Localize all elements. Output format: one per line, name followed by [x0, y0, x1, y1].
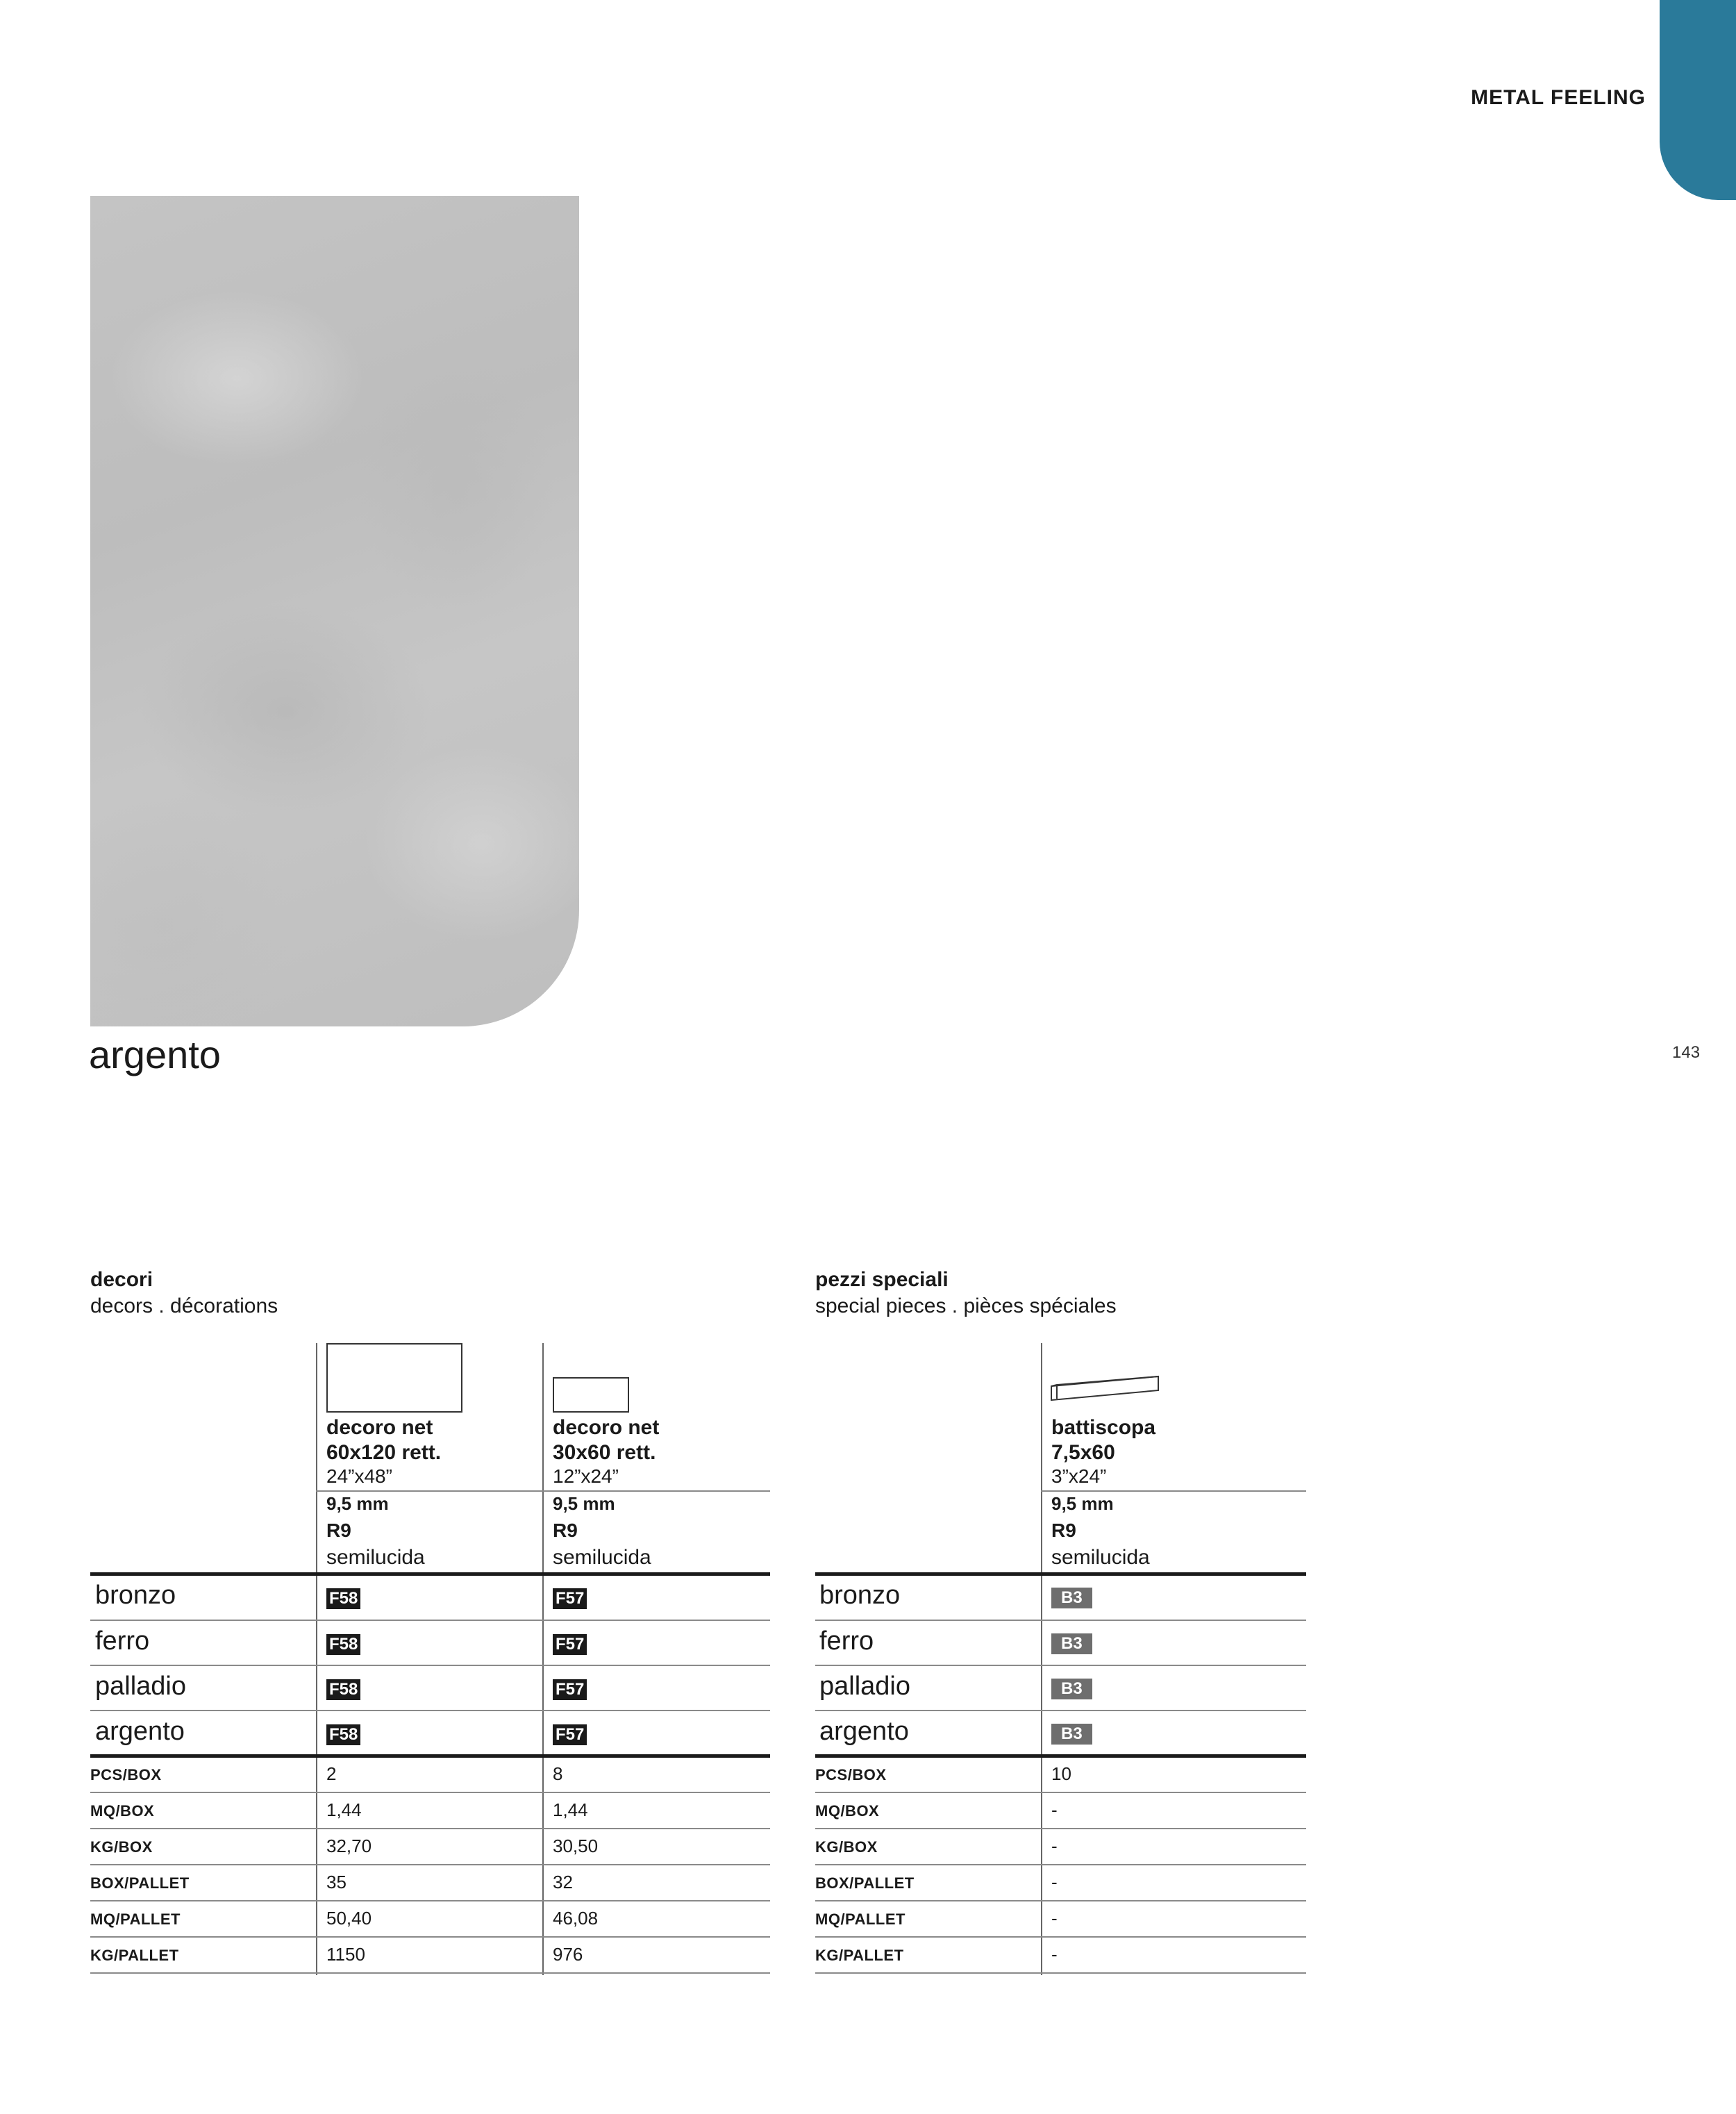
packing-value: -: [1051, 1944, 1058, 1965]
product-code-badge: B3: [1051, 1588, 1092, 1608]
tile-name: argento: [89, 1033, 221, 1076]
product-slip-rating: R9: [1051, 1520, 1076, 1541]
packing-label: MQ/BOX: [815, 1802, 880, 1820]
product-code-badge: F57: [553, 1588, 587, 1609]
packing-value: 10: [1051, 1763, 1071, 1784]
product-inch-size: 24”x48”: [326, 1465, 392, 1487]
color-row-label: bronzo: [95, 1581, 176, 1610]
packing-label: PCS/BOX: [815, 1766, 887, 1783]
packing-value: -: [1051, 1799, 1058, 1820]
packing-label: KG/BOX: [90, 1838, 153, 1856]
color-row-label: ferro: [95, 1626, 150, 1656]
product-slip-rating: R9: [553, 1520, 578, 1541]
packing-value: 32,70: [326, 1836, 372, 1856]
product-finish: semilucida: [1051, 1546, 1150, 1569]
color-row-label: bronzo: [819, 1581, 901, 1610]
packing-label: PCS/BOX: [90, 1766, 162, 1783]
product-code-badge: F58: [326, 1724, 360, 1745]
packing-value: 8: [553, 1763, 563, 1784]
product-size: 30x60 rett.: [553, 1441, 656, 1464]
product-code-badge: B3: [1051, 1679, 1092, 1699]
packing-label: MQ/PALLET: [815, 1911, 905, 1928]
product-thickness: 9,5 mm: [326, 1493, 389, 1514]
packing-value: 32: [553, 1872, 573, 1892]
product-code-badge: F58: [326, 1588, 360, 1609]
packing-value: -: [1051, 1908, 1058, 1929]
packing-value: 1,44: [553, 1799, 588, 1820]
product-code-badge: F58: [326, 1679, 360, 1700]
packing-label: KG/PALLET: [815, 1947, 904, 1964]
product-thickness: 9,5 mm: [553, 1493, 615, 1514]
product-slip-rating: R9: [326, 1520, 351, 1541]
product-code-badge: B3: [1051, 1633, 1092, 1654]
product-thickness: 9,5 mm: [1051, 1493, 1114, 1514]
product-name: decoro net: [553, 1416, 660, 1439]
product-name: battiscopa: [1051, 1416, 1156, 1439]
page-number: 143: [1672, 1043, 1701, 1062]
section-tab: [1660, 0, 1736, 200]
section-title: METAL FEELING: [1471, 86, 1646, 109]
packing-value: 976: [553, 1944, 583, 1965]
tile-30x60-shape-icon: [553, 1377, 629, 1413]
product-name: decoro net: [326, 1416, 433, 1439]
product-inch-size: 3”x24”: [1051, 1465, 1107, 1487]
packing-label: BOX/PALLET: [815, 1874, 915, 1892]
product-code-badge: F57: [553, 1679, 587, 1700]
skirting-shape-icon: [1050, 1372, 1161, 1414]
product-code-badge: F58: [326, 1634, 360, 1655]
packing-value: -: [1051, 1872, 1058, 1892]
tile-60x120-shape-icon: [326, 1343, 462, 1413]
color-row-label: palladio: [819, 1672, 910, 1701]
color-row-label: ferro: [819, 1626, 874, 1656]
packing-label: MQ/PALLET: [90, 1911, 181, 1928]
product-code-badge: B3: [1051, 1724, 1092, 1745]
product-finish: semilucida: [553, 1546, 651, 1569]
packing-value: 46,08: [553, 1908, 599, 1929]
decori-subtitle: decors . décorations: [90, 1295, 278, 1317]
tile-sample-image: [90, 196, 579, 1026]
speciali-subtitle: special pieces . pièces spéciales: [815, 1295, 1117, 1317]
packing-label: MQ/BOX: [90, 1802, 155, 1820]
packing-label: KG/PALLET: [90, 1947, 179, 1964]
product-size: 7,5x60: [1051, 1441, 1115, 1464]
color-row-label: argento: [95, 1717, 185, 1746]
decori-title: decori: [90, 1268, 153, 1291]
product-code-badge: F57: [553, 1724, 587, 1745]
packing-value: 30,50: [553, 1836, 599, 1856]
packing-value: 50,40: [326, 1908, 372, 1929]
product-inch-size: 12”x24”: [553, 1465, 619, 1487]
packing-value: -: [1051, 1836, 1058, 1856]
packing-value: 35: [326, 1872, 347, 1892]
product-finish: semilucida: [326, 1546, 425, 1569]
product-size: 60x120 rett.: [326, 1441, 442, 1464]
packing-label: KG/BOX: [815, 1838, 878, 1856]
packing-label: BOX/PALLET: [90, 1874, 190, 1892]
product-code-badge: F57: [553, 1634, 587, 1655]
packing-value: 1150: [326, 1944, 365, 1965]
packing-value: 1,44: [326, 1799, 362, 1820]
color-row-label: palladio: [95, 1672, 186, 1701]
speciali-title: pezzi speciali: [815, 1268, 949, 1291]
packing-value: 2: [326, 1763, 337, 1784]
color-row-label: argento: [819, 1717, 909, 1746]
